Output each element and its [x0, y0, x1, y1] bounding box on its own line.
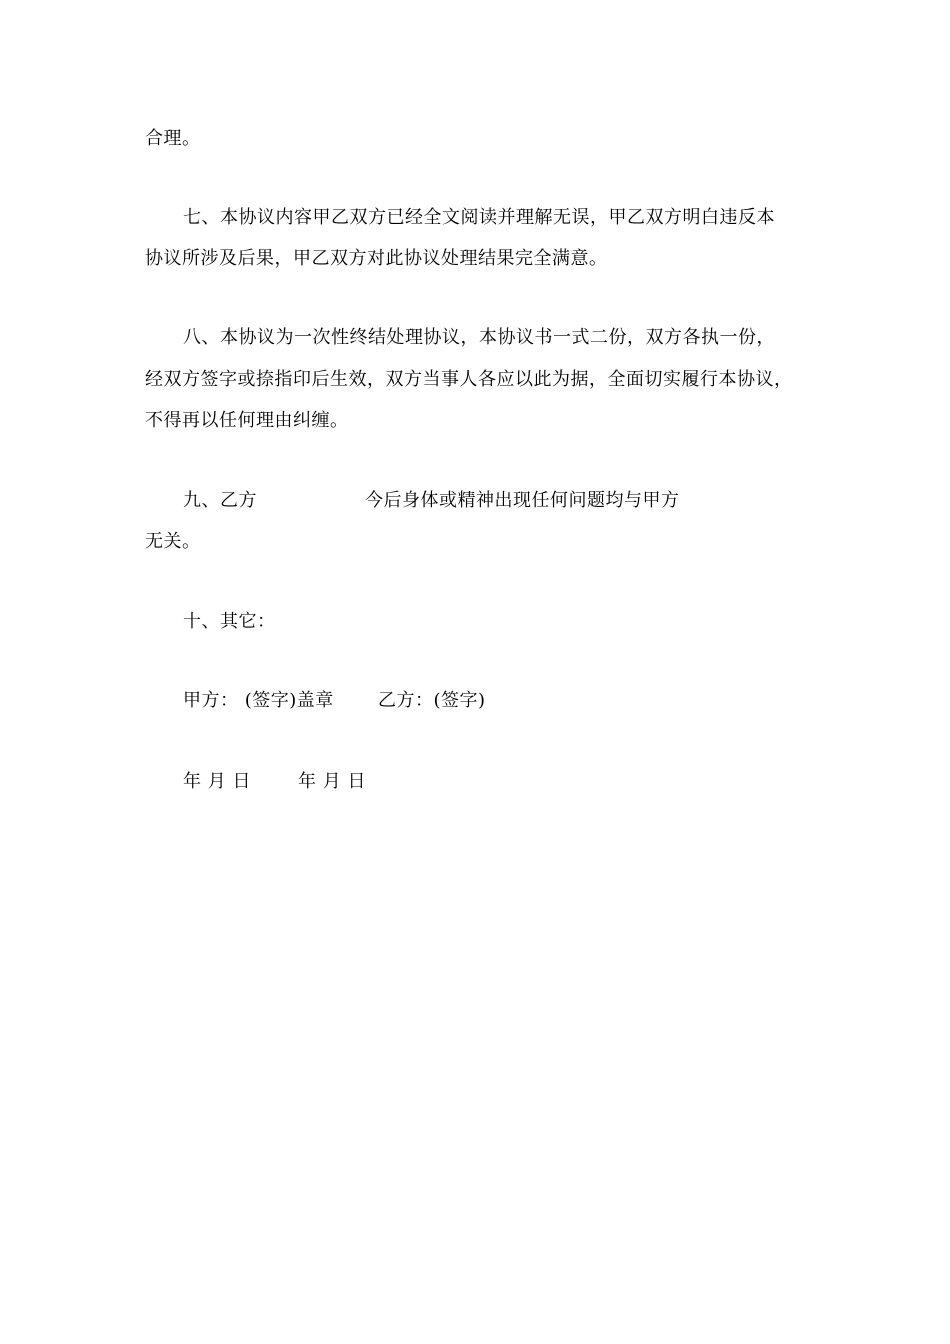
- clause-9-text: 今后身体或精神出现任何问题均与甲方: [365, 490, 680, 511]
- clause-7-line-1: 七、本协议内容甲乙双方已经全文阅读并理解无误，甲乙双方明白违反本: [183, 207, 775, 228]
- party-b-signature: 乙方：(签字): [378, 690, 486, 711]
- clause-9-label: 九、乙方: [183, 490, 257, 511]
- clause-8-line-2: 经双方签字或捺指印后生效，双方当事人各应以此为据，全面切实履行本协议，: [145, 369, 793, 390]
- party-a-date: 年 月 日: [183, 771, 251, 792]
- party-a-signature: 甲方： (签字)盖章: [183, 690, 334, 711]
- clause-8-line-1: 八、本协议为一次性终结处理协议，本协议书一式二份，双方各执一份，: [183, 327, 775, 348]
- party-b-date: 年 月 日: [298, 771, 366, 792]
- text-line-1: 合理。: [145, 128, 201, 149]
- clause-7-line-2: 协议所涉及后果，甲乙双方对此协议处理结果完全满意。: [145, 248, 608, 269]
- clause-8-line-3: 不得再以任何理由纠缠。: [145, 410, 349, 431]
- clause-9-line-2: 无关。: [145, 531, 201, 552]
- clause-10: 十、其它：: [183, 611, 276, 632]
